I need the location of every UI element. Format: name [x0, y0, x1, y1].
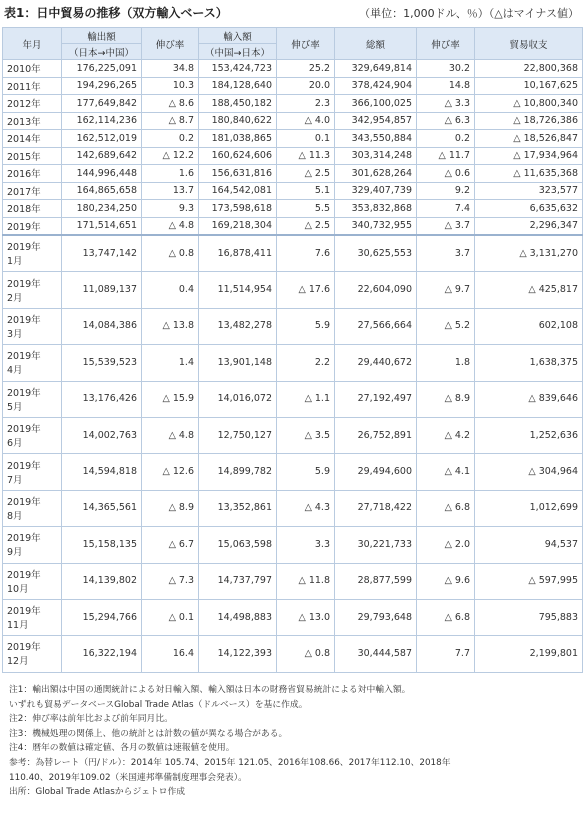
table-row-monthly: [3, 636, 583, 672]
cell-export-growth: 34.8: [142, 60, 199, 78]
cell-total-growth: △ 4.2: [417, 417, 475, 453]
period-month: 11月: [7, 620, 29, 632]
table-row-annual: [3, 112, 583, 130]
table-row-annual: [3, 200, 583, 218]
cell-import: 14,737,797: [199, 563, 277, 599]
table-row-annual: [3, 95, 583, 113]
cell-total: 26,752,891: [335, 417, 417, 453]
footnote-line: いずれも貿易データベースGlobal Trade Atlas（ドルベース）を基に作成。: [9, 699, 308, 710]
table-row-monthly: [3, 381, 583, 417]
cell-balance: △ 17,934,964: [475, 147, 583, 165]
footnote-line: 出所：Global Trade Atlasからジェトロ作成: [9, 787, 186, 798]
cell-import-growth: △ 11.8: [277, 563, 335, 599]
cell-export-growth: △ 7.3: [142, 563, 199, 599]
cell-import-growth: 7.6: [277, 235, 335, 272]
cell-balance: 6,635,632: [475, 200, 583, 218]
col-header-total: 総額: [335, 28, 417, 60]
cell-total-growth: △ 11.7: [417, 147, 475, 165]
cell-period: 2010年: [3, 60, 62, 78]
col-header-balance: 貿易収支: [475, 28, 583, 60]
table-row-monthly: [3, 235, 583, 272]
cell-total-growth: △ 3.3: [417, 95, 475, 113]
cell-total: 29,494,600: [335, 454, 417, 490]
table-row-monthly: [3, 454, 583, 490]
footnotes: [9, 683, 579, 800]
col-subheader-export: （日本→中国）: [62, 44, 142, 60]
cell-export: 16,322,194: [62, 636, 142, 672]
cell-import-growth: △ 17.6: [277, 272, 335, 308]
period-month: 8月: [7, 510, 23, 522]
cell-import: 15,063,598: [199, 527, 277, 563]
cell-export-growth: 1.6: [142, 165, 199, 183]
cell-export-growth: △ 8.9: [142, 490, 199, 526]
cell-import-growth: 5.1: [277, 182, 335, 200]
cell-period: [3, 636, 62, 672]
cell-total: 342,954,857: [335, 112, 417, 130]
cell-balance: 1,252,636: [475, 417, 583, 453]
cell-period: [3, 308, 62, 344]
cell-balance: △ 3,131,270: [475, 235, 583, 272]
unit-note: （単位：1,000ドル、％）（△はマイナス値）: [359, 7, 579, 20]
table-title: 表1：日中貿易の推移（双方輸入ベース）: [4, 6, 228, 20]
title-row: [0, 0, 585, 22]
cell-total-growth: △ 2.0: [417, 527, 475, 563]
cell-export-growth: 9.3: [142, 200, 199, 218]
cell-import: 173,598,618: [199, 200, 277, 218]
cell-period: 2017年: [3, 182, 62, 200]
cell-balance: 94,537: [475, 527, 583, 563]
cell-export-growth: 16.4: [142, 636, 199, 672]
cell-export: 13,747,142: [62, 235, 142, 272]
period-year: 2019年: [7, 460, 41, 472]
cell-export: 15,158,135: [62, 527, 142, 563]
cell-export: 177,649,842: [62, 95, 142, 113]
period-year: 2019年: [7, 351, 41, 363]
cell-import-growth: △ 4.3: [277, 490, 335, 526]
footnote-line: 110.40、2019年109.02（米国連邦準備制度理事会発表）。: [9, 772, 247, 783]
cell-period: [3, 490, 62, 526]
cell-export: 13,176,426: [62, 381, 142, 417]
cell-export: 144,996,448: [62, 165, 142, 183]
cell-import-growth: 2.2: [277, 345, 335, 381]
cell-total: 22,604,090: [335, 272, 417, 308]
cell-export-growth: △ 4.8: [142, 417, 199, 453]
cell-export-growth: △ 6.7: [142, 527, 199, 563]
cell-total: 28,877,599: [335, 563, 417, 599]
cell-export-growth: 0.2: [142, 130, 199, 148]
cell-import-growth: 25.2: [277, 60, 335, 78]
period-month: 9月: [7, 547, 23, 559]
cell-import-growth: △ 11.3: [277, 147, 335, 165]
cell-period: [3, 235, 62, 272]
cell-export: 14,594,818: [62, 454, 142, 490]
cell-export: 15,539,523: [62, 345, 142, 381]
cell-import-growth: △ 2.5: [277, 217, 335, 235]
cell-total-growth: △ 3.7: [417, 217, 475, 235]
cell-balance: 602,108: [475, 308, 583, 344]
period-year: 2019年: [7, 569, 41, 581]
table-row-monthly: [3, 527, 583, 563]
cell-import-growth: △ 4.0: [277, 112, 335, 130]
cell-total: 301,628,264: [335, 165, 417, 183]
cell-export: 162,114,236: [62, 112, 142, 130]
cell-balance: △ 597,995: [475, 563, 583, 599]
cell-total-growth: △ 0.6: [417, 165, 475, 183]
cell-total-growth: 14.8: [417, 77, 475, 95]
cell-balance: 22,800,368: [475, 60, 583, 78]
cell-total: 27,192,497: [335, 381, 417, 417]
cell-total-growth: 0.2: [417, 130, 475, 148]
footnote-line: 注4：暦年の数値は確定値、各月の数値は速報値を使用。: [9, 743, 235, 754]
cell-total: 378,424,904: [335, 77, 417, 95]
cell-import: 184,128,640: [199, 77, 277, 95]
cell-import-growth: 20.0: [277, 77, 335, 95]
cell-export-growth: △ 8.7: [142, 112, 199, 130]
cell-total-growth: 3.7: [417, 235, 475, 272]
cell-period: 2014年: [3, 130, 62, 148]
cell-period: [3, 272, 62, 308]
cell-balance: 1,012,699: [475, 490, 583, 526]
cell-total-growth: 1.8: [417, 345, 475, 381]
cell-balance: 2,296,347: [475, 217, 583, 235]
cell-period: [3, 345, 62, 381]
header-row: [3, 28, 583, 44]
cell-total: 303,314,248: [335, 147, 417, 165]
col-header-import: 輸入額: [199, 28, 277, 44]
table-row-annual: [3, 165, 583, 183]
cell-total: 329,407,739: [335, 182, 417, 200]
cell-import-growth: 2.3: [277, 95, 335, 113]
period-year: 2019年: [7, 387, 41, 399]
cell-total-growth: 30.2: [417, 60, 475, 78]
cell-import-growth: △ 0.8: [277, 636, 335, 672]
cell-export-growth: △ 12.2: [142, 147, 199, 165]
period-month: 3月: [7, 328, 23, 340]
cell-import-growth: 3.3: [277, 527, 335, 563]
col-subheader-import: （中国→日本）: [199, 44, 277, 60]
cell-export: 11,089,137: [62, 272, 142, 308]
trade-table: [2, 27, 583, 673]
cell-balance: 795,883: [475, 599, 583, 635]
cell-export-growth: 10.3: [142, 77, 199, 95]
cell-import-growth: △ 1.1: [277, 381, 335, 417]
cell-total-growth: △ 5.2: [417, 308, 475, 344]
table-row-annual: [3, 147, 583, 165]
cell-total: 30,444,587: [335, 636, 417, 672]
cell-export: 180,234,250: [62, 200, 142, 218]
cell-balance: △ 18,526,847: [475, 130, 583, 148]
cell-period: [3, 527, 62, 563]
cell-import: 153,424,723: [199, 60, 277, 78]
cell-import: 14,016,072: [199, 381, 277, 417]
cell-period: 2016年: [3, 165, 62, 183]
period-month: 12月: [7, 656, 29, 668]
table-row-annual: [3, 217, 583, 235]
col-header-total-growth: 伸び率: [417, 28, 475, 60]
cell-total-growth: 9.2: [417, 182, 475, 200]
col-header-import-growth: 伸び率: [277, 28, 335, 60]
cell-import: 14,899,782: [199, 454, 277, 490]
cell-export-growth: △ 15.9: [142, 381, 199, 417]
cell-total-growth: △ 9.6: [417, 563, 475, 599]
cell-balance: △ 18,726,386: [475, 112, 583, 130]
cell-export: 15,294,766: [62, 599, 142, 635]
period-year: 2019年: [7, 606, 41, 618]
cell-export: 142,689,642: [62, 147, 142, 165]
table-body: [3, 60, 583, 673]
footnote-line: 注3：機械処理の関係上、他の統計とは計数の値が異なる場合がある。: [9, 728, 288, 739]
cell-total: 329,649,814: [335, 60, 417, 78]
cell-balance: 323,577: [475, 182, 583, 200]
cell-import: 164,542,081: [199, 182, 277, 200]
table-row-annual: [3, 77, 583, 95]
cell-import-growth: 5.5: [277, 200, 335, 218]
cell-balance: △ 10,800,340: [475, 95, 583, 113]
period-month: 1月: [7, 256, 23, 268]
period-year: 2019年: [7, 242, 41, 254]
cell-total: 27,566,664: [335, 308, 417, 344]
cell-total-growth: 7.4: [417, 200, 475, 218]
period-year: 2019年: [7, 533, 41, 545]
cell-total: 366,100,025: [335, 95, 417, 113]
cell-export: 162,512,019: [62, 130, 142, 148]
cell-import-growth: △ 3.5: [277, 417, 335, 453]
cell-export: 164,865,658: [62, 182, 142, 200]
cell-period: 2015年: [3, 147, 62, 165]
cell-import: 12,750,127: [199, 417, 277, 453]
table-row-monthly: [3, 490, 583, 526]
cell-import-growth: △ 2.5: [277, 165, 335, 183]
cell-export-growth: 13.7: [142, 182, 199, 200]
cell-balance: 2,199,801: [475, 636, 583, 672]
cell-export: 14,139,802: [62, 563, 142, 599]
cell-total-growth: △ 6.8: [417, 599, 475, 635]
cell-import: 169,218,304: [199, 217, 277, 235]
cell-balance: △ 839,646: [475, 381, 583, 417]
cell-period: [3, 417, 62, 453]
cell-total: 343,550,884: [335, 130, 417, 148]
cell-export-growth: △ 8.6: [142, 95, 199, 113]
cell-export: 14,084,386: [62, 308, 142, 344]
cell-import: 14,122,393: [199, 636, 277, 672]
cell-export: 176,225,091: [62, 60, 142, 78]
table-row-monthly: [3, 272, 583, 308]
period-year: 2019年: [7, 424, 41, 436]
cell-period: [3, 381, 62, 417]
table-row-annual: [3, 182, 583, 200]
cell-import: 16,878,411: [199, 235, 277, 272]
cell-import: 13,901,148: [199, 345, 277, 381]
period-year: 2019年: [7, 278, 41, 290]
cell-import: 160,624,606: [199, 147, 277, 165]
col-header-export: 輸出額: [62, 28, 142, 44]
cell-period: 2018年: [3, 200, 62, 218]
cell-period: [3, 599, 62, 635]
cell-export: 14,365,561: [62, 490, 142, 526]
period-year: 2019年: [7, 496, 41, 508]
period-month: 7月: [7, 474, 23, 486]
cell-period: [3, 454, 62, 490]
cell-total-growth: △ 6.8: [417, 490, 475, 526]
table-row-monthly: [3, 563, 583, 599]
period-month: 5月: [7, 401, 23, 413]
cell-export-growth: △ 0.8: [142, 235, 199, 272]
cell-total: 27,718,422: [335, 490, 417, 526]
table-row-monthly: [3, 345, 583, 381]
cell-total-growth: △ 4.1: [417, 454, 475, 490]
table-row-monthly: [3, 417, 583, 453]
cell-total-growth: △ 9.7: [417, 272, 475, 308]
cell-balance: △ 425,817: [475, 272, 583, 308]
cell-import-growth: 0.1: [277, 130, 335, 148]
cell-export-growth: 0.4: [142, 272, 199, 308]
table-row-monthly: [3, 308, 583, 344]
cell-import-growth: △ 13.0: [277, 599, 335, 635]
period-month: 2月: [7, 292, 23, 304]
cell-export-growth: △ 12.6: [142, 454, 199, 490]
period-month: 4月: [7, 365, 23, 377]
cell-period: 2011年: [3, 77, 62, 95]
cell-export: 171,514,651: [62, 217, 142, 235]
cell-period: 2013年: [3, 112, 62, 130]
cell-period: 2019年: [3, 217, 62, 235]
period-year: 2019年: [7, 642, 41, 654]
cell-period: 2012年: [3, 95, 62, 113]
period-month: 10月: [7, 583, 29, 595]
period-year: 2019年: [7, 314, 41, 326]
cell-total-growth: 7.7: [417, 636, 475, 672]
col-header-export-growth: 伸び率: [142, 28, 199, 60]
cell-total: 29,793,648: [335, 599, 417, 635]
cell-balance: 10,167,625: [475, 77, 583, 95]
cell-total: 30,625,553: [335, 235, 417, 272]
period-month: 6月: [7, 438, 23, 450]
cell-import: 13,482,278: [199, 308, 277, 344]
footnote-line: 注2：伸び率は前年比および前年同月比。: [9, 714, 173, 725]
cell-total: 340,732,955: [335, 217, 417, 235]
cell-import: 14,498,883: [199, 599, 277, 635]
cell-import-growth: 5.9: [277, 454, 335, 490]
cell-total-growth: △ 6.3: [417, 112, 475, 130]
cell-total: 29,440,672: [335, 345, 417, 381]
table-row-annual: [3, 60, 583, 78]
cell-total-growth: △ 8.9: [417, 381, 475, 417]
cell-period: [3, 563, 62, 599]
cell-import: 188,450,182: [199, 95, 277, 113]
cell-import-growth: 5.9: [277, 308, 335, 344]
cell-export: 194,296,265: [62, 77, 142, 95]
cell-total: 30,221,733: [335, 527, 417, 563]
cell-balance: △ 304,964: [475, 454, 583, 490]
cell-total: 353,832,868: [335, 200, 417, 218]
cell-export-growth: △ 4.8: [142, 217, 199, 235]
cell-export-growth: △ 0.1: [142, 599, 199, 635]
cell-balance: △ 11,635,368: [475, 165, 583, 183]
cell-export-growth: 1.4: [142, 345, 199, 381]
cell-import: 180,840,622: [199, 112, 277, 130]
cell-balance: 1,638,375: [475, 345, 583, 381]
table-row-annual: [3, 130, 583, 148]
cell-import: 181,038,865: [199, 130, 277, 148]
table-row-monthly: [3, 599, 583, 635]
cell-export-growth: △ 13.8: [142, 308, 199, 344]
cell-import: 156,631,816: [199, 165, 277, 183]
col-header-period: 年月: [3, 28, 62, 60]
footnote-line: 注1：輸出額は中国の通関統計による対日輸入額、輸入額は日本の財務省貿易統計による対中輸入額。: [9, 685, 411, 695]
cell-import: 11,514,954: [199, 272, 277, 308]
cell-import: 13,352,861: [199, 490, 277, 526]
cell-export: 14,002,763: [62, 417, 142, 453]
footnote-line: 参考：為替レート（円/ドル）：2014年 105.74、2015年 121.05、2016年108.66、2017年112.10、2018年: [9, 757, 451, 768]
